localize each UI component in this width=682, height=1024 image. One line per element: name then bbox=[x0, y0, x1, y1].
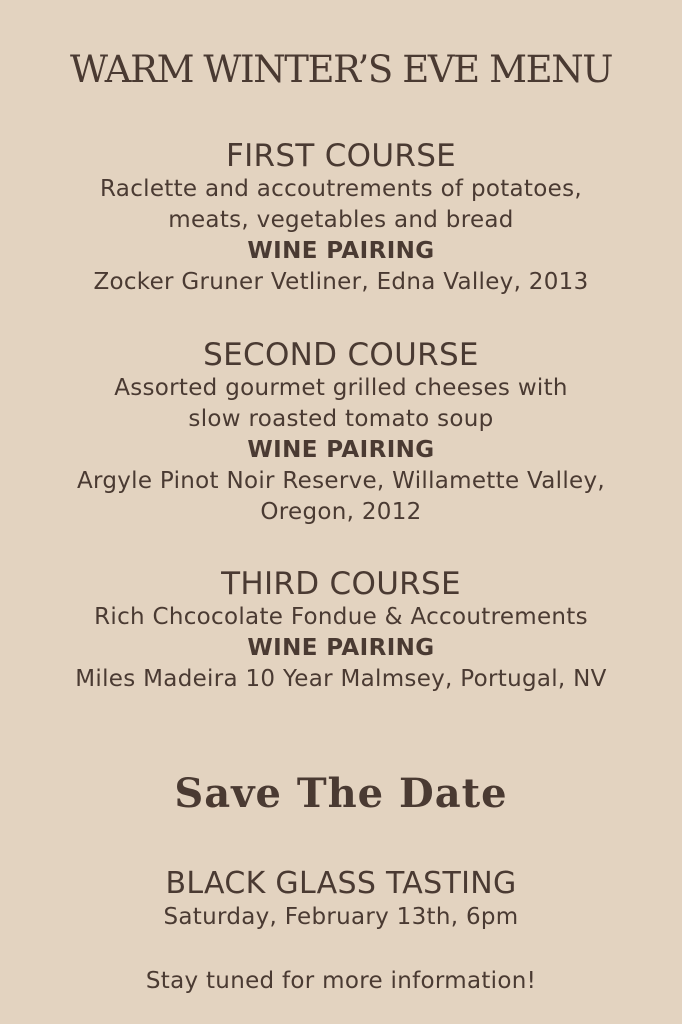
save-the-date-heading: Save The Date bbox=[174, 770, 508, 817]
first-course-pairing-label: WINE PAIRING bbox=[247, 238, 435, 264]
second-course-description-line-2: slow roasted tomato soup bbox=[188, 406, 494, 432]
event-name: BLACK GLASS TASTING bbox=[165, 866, 517, 901]
third-course-pairing: Miles Madeira 10 Year Malmsey, Portugal, NV bbox=[75, 666, 607, 692]
second-course-pairing-line-1: Argyle Pinot Noir Reserve, Willamette Valley, bbox=[76, 468, 606, 494]
event-section bbox=[0, 866, 682, 933]
third-course-section bbox=[0, 566, 682, 695]
second-course-pairing-line-2: Oregon, 2012 bbox=[260, 499, 422, 525]
second-course-pairing-label: WINE PAIRING bbox=[247, 437, 435, 463]
first-course-description-line-2: meats, vegetables and bread bbox=[168, 207, 514, 233]
first-course-description-line-1: Raclette and accoutrements of potatoes, bbox=[100, 176, 582, 202]
more-info-note: Stay tuned for more information! bbox=[145, 968, 537, 994]
second-course-description-line-1: Assorted gourmet grilled cheeses with bbox=[114, 375, 568, 401]
third-course-description: Rich Chcocolate Fondue & Accoutrements bbox=[94, 604, 588, 630]
second-course-heading: SECOND COURSE bbox=[203, 337, 479, 373]
event-date: Saturday, February 13th, 6pm bbox=[163, 904, 519, 930]
menu-title: WARM WINTER’S EVE MENU bbox=[70, 48, 612, 91]
third-course-heading: THIRD COURSE bbox=[221, 566, 461, 602]
first-course-section bbox=[0, 138, 682, 298]
third-course-pairing-label: WINE PAIRING bbox=[247, 635, 435, 661]
first-course-heading: FIRST COURSE bbox=[225, 138, 457, 174]
second-course-section bbox=[0, 337, 682, 528]
first-course-pairing: Zocker Gruner Vetliner, Edna Valley, 2013 bbox=[93, 269, 589, 295]
